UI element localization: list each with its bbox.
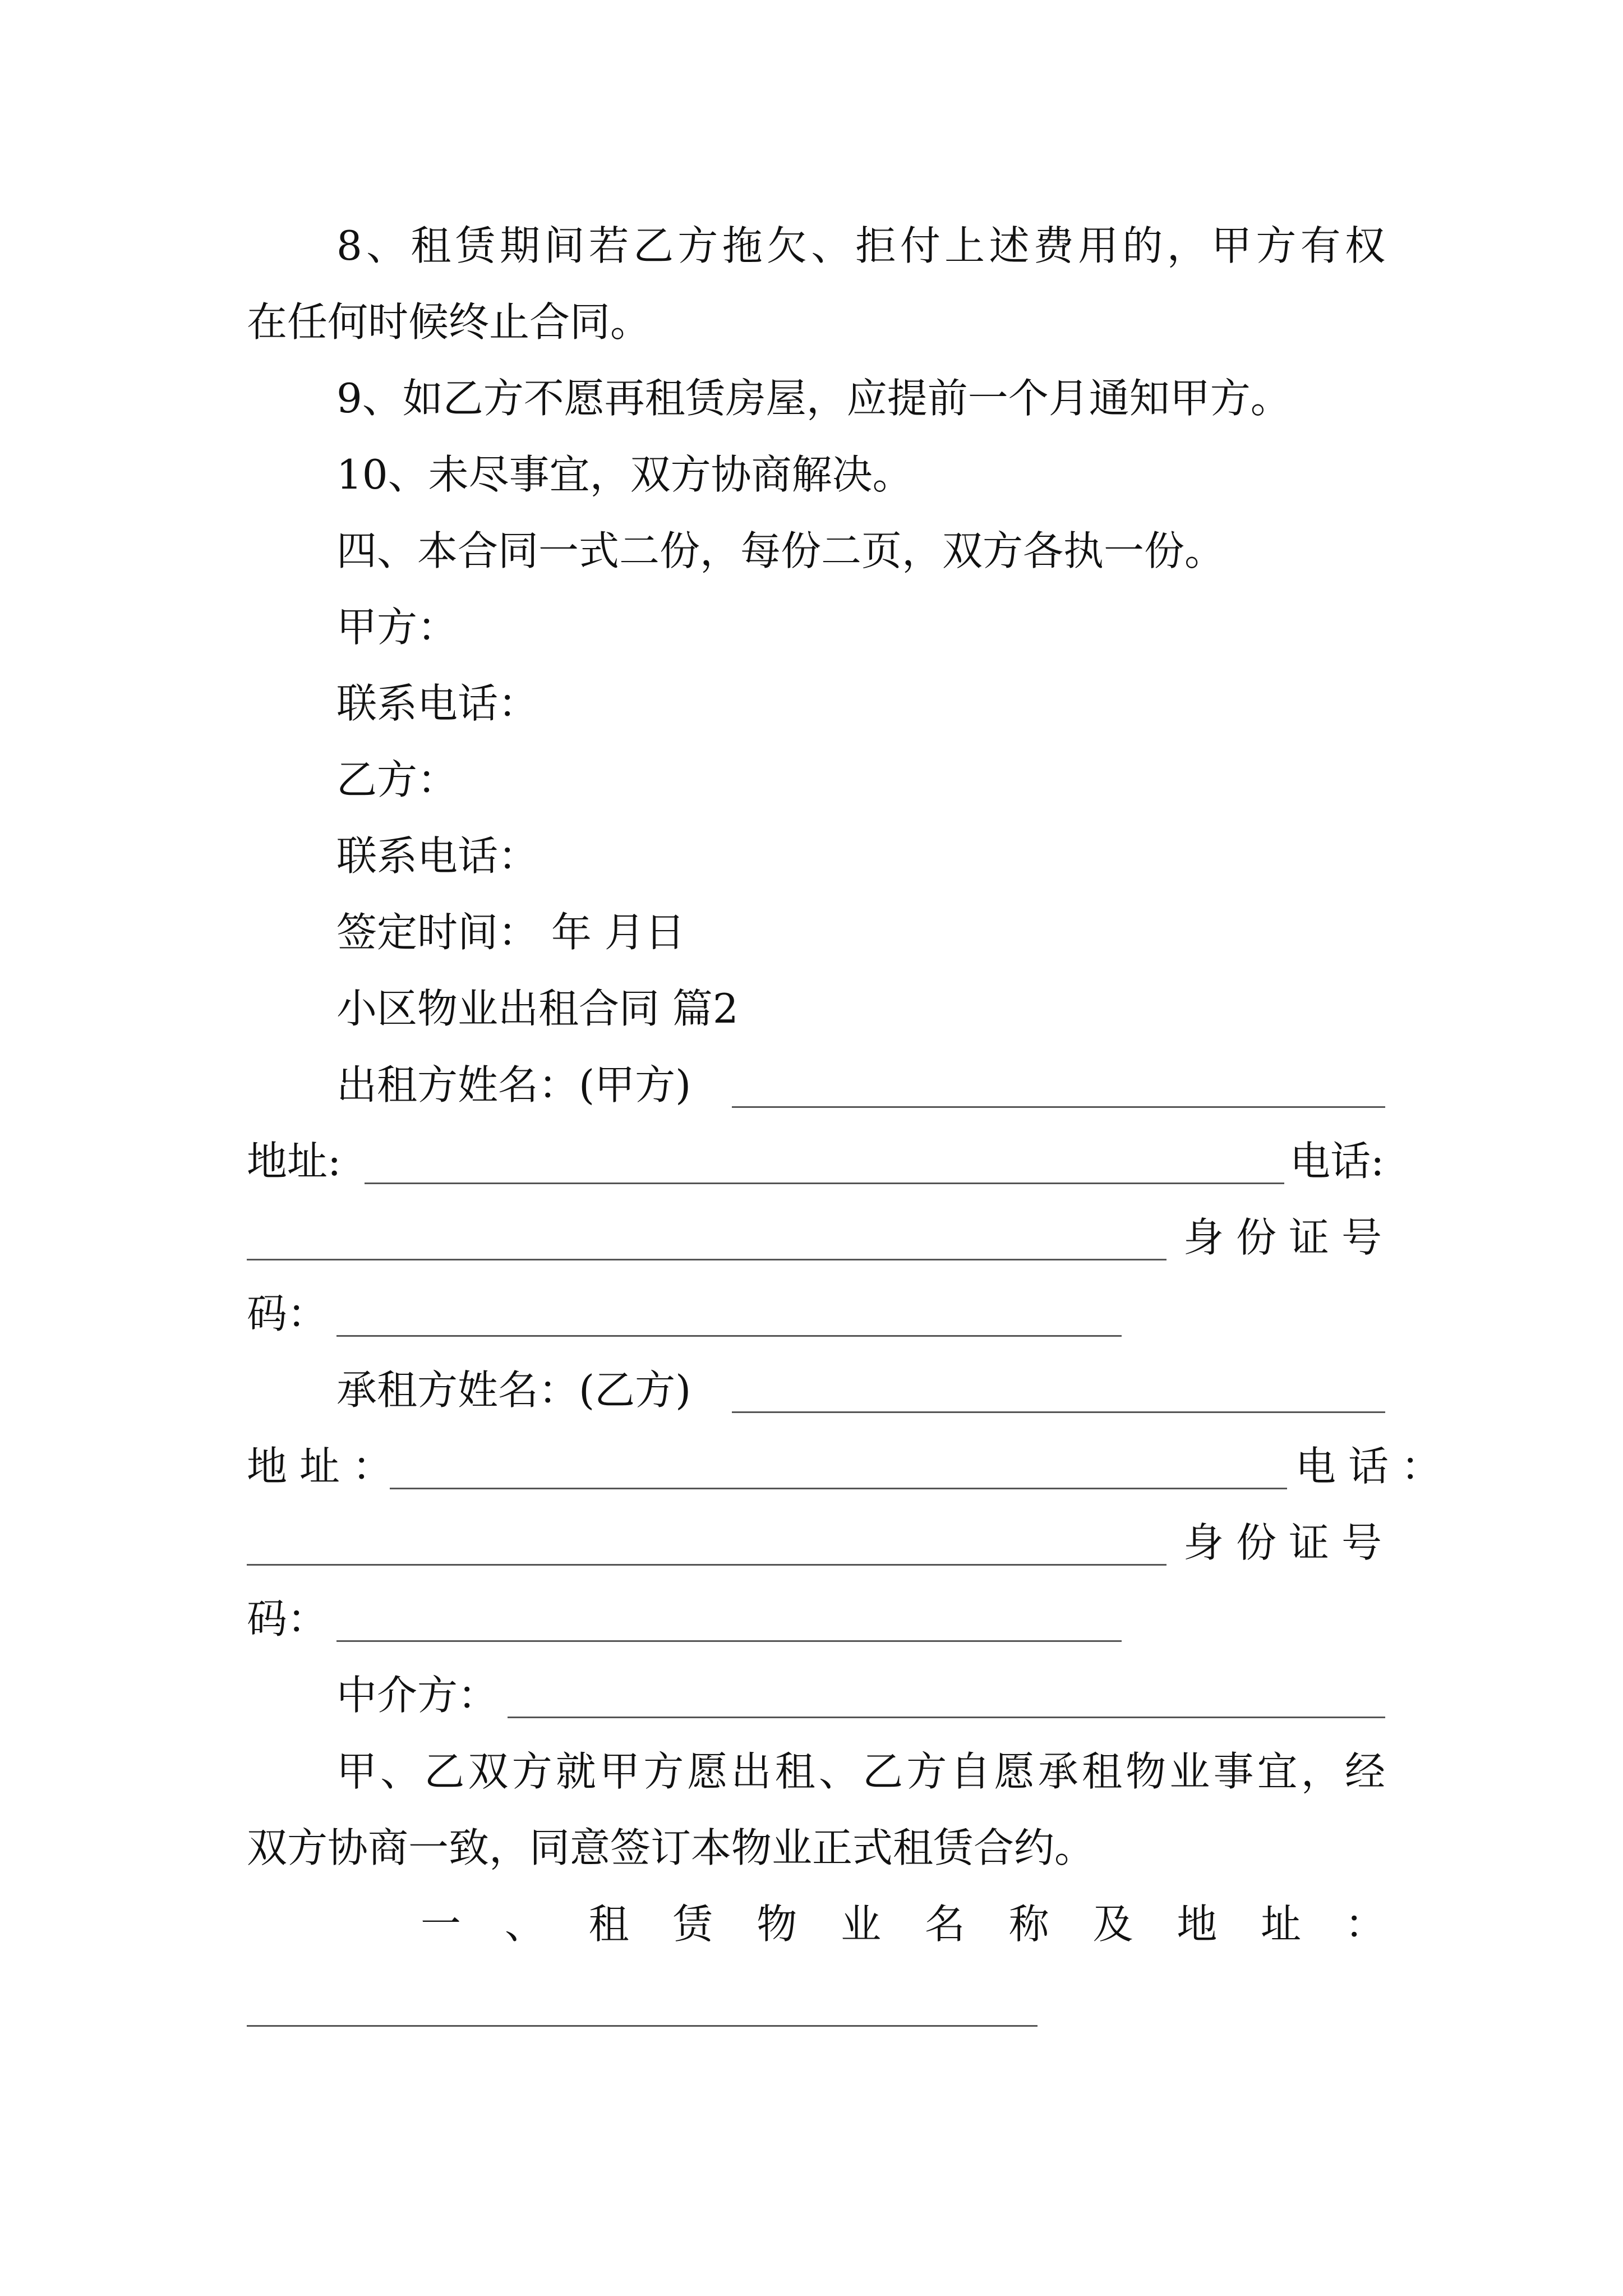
lessor-address-label: 地址: (247, 1138, 342, 1185)
lessee-id-blank (336, 1640, 1122, 1642)
party-b-label: 乙方： (336, 756, 458, 803)
clause-1-char: 地 (1177, 1901, 1218, 1948)
clause-1-char: 一 (421, 1901, 462, 1948)
party-a-label: 甲方： (336, 604, 458, 651)
clause-1-char: 名 (924, 1901, 965, 1948)
intro-line-2: 双方协商一致，同意签订本物业正式租赁合约。 (247, 1824, 1095, 1871)
clause-9: 9、如乙方不愿再租赁房屋，应提前一个月通知甲方。 (336, 375, 1291, 422)
clause-1-char: 业 (841, 1901, 882, 1948)
clause-1-char: 称 (1008, 1901, 1049, 1948)
lessee-name-label: 承租方姓名：(乙方) (336, 1366, 691, 1414)
lessee-address-label: 地址： (247, 1443, 405, 1490)
lessee-id-label: 身份证号 (1183, 1519, 1395, 1566)
clause-1-char: 及 (1092, 1901, 1133, 1948)
lessee-phone-label: 电话： (1295, 1443, 1454, 1490)
clause-1-heading (421, 1896, 1385, 1952)
lessor-address-blank (365, 1182, 1284, 1184)
lessee-name-blank (732, 1411, 1385, 1413)
lessor-name-label: 出租方姓名：(甲方) (336, 1061, 691, 1108)
lessee-name-row (336, 1362, 1385, 1418)
intro-line-1: 甲、乙双方就甲方愿出租、乙方自愿承租物业事宜，经 (336, 1748, 1385, 1795)
lessor-id-blank (336, 1335, 1122, 1337)
clause-1-char: 物 (757, 1901, 797, 1948)
party-b-phone-label: 联系电话： (336, 832, 539, 880)
property-address-blank (247, 2025, 1038, 2027)
lessor-name-row (336, 1057, 1385, 1113)
clause-1-char: 、 (504, 1901, 545, 1948)
clause-8-line-1: 8、租赁期间若乙方拖欠、拒付上述费用的，甲方有权 (336, 222, 1385, 269)
lessor-phone-label: 电话: (1290, 1138, 1385, 1185)
clause-1-char: 租 (588, 1901, 629, 1948)
clause-4: 四、本合同一式二份，每份二页，双方各执一份。 (336, 527, 1225, 574)
clause-1-char: 赁 (672, 1901, 713, 1948)
party-a-phone-label: 联系电话： (336, 680, 539, 727)
agent-label: 中介方： (336, 1672, 499, 1719)
lessee-phone-blank (247, 1564, 1166, 1566)
sign-time-label: 签定时间： 年 月日 (336, 909, 685, 956)
clause-1-char: 址 (1261, 1901, 1302, 1948)
lessee-address-blank (390, 1488, 1287, 1489)
lessor-name-blank (732, 1106, 1385, 1108)
agent-blank (508, 1717, 1385, 1718)
clause-8-line-2: 在任何时候终止合同。 (247, 298, 651, 346)
clause-10: 10、未尽事宜，双方协商解决。 (336, 451, 913, 498)
clause-1-char: ： (1344, 1901, 1385, 1948)
lessor-phone-blank (247, 1259, 1166, 1260)
section-title: 小区物业出租合同 篇2 (336, 985, 739, 1032)
lessor-id-code-label: 码： (247, 1290, 328, 1337)
lessor-id-label: 身份证号 (1183, 1214, 1395, 1261)
lessee-id-code-label: 码： (247, 1595, 328, 1642)
